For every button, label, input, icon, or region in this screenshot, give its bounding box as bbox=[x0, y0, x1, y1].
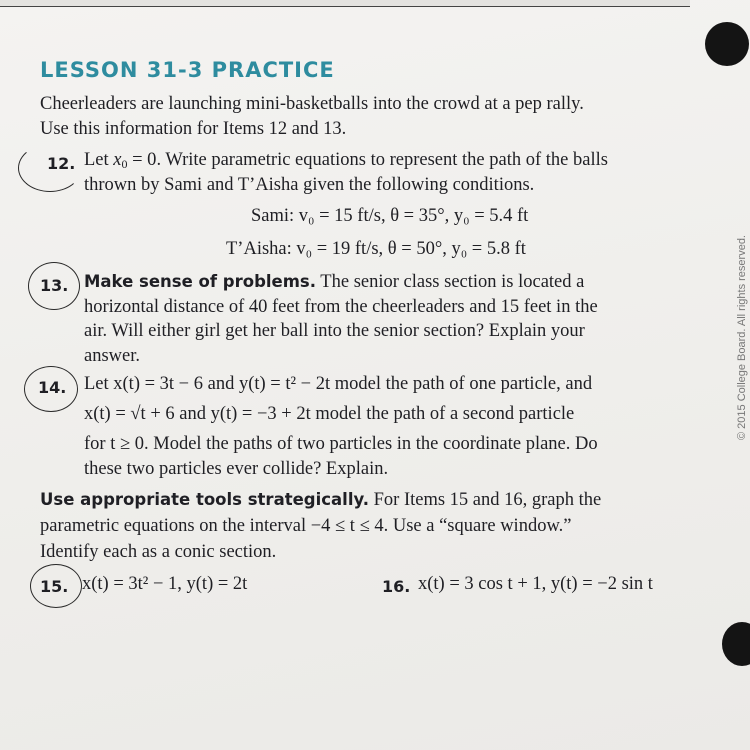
tools-line-1: Use appropriate tools strategically. For Items 15 and 16, graph the bbox=[40, 490, 602, 510]
item-14-number: 14. bbox=[38, 378, 67, 397]
item-13-number: 13. bbox=[40, 276, 69, 295]
lesson-title: LESSON 31-3 PRACTICE bbox=[40, 58, 335, 82]
item-14-line-4: these two particles ever collide? Explain. bbox=[84, 459, 389, 479]
item-15-number: 15. bbox=[40, 577, 69, 596]
item-16-equation: x(t) = 3 cos t + 1, y(t) = −2 sin t bbox=[418, 574, 653, 594]
item-12-line-1: Let $x_0 = 0$. Write parametric equations to represent the path of the balls bbox=[84, 150, 608, 171]
item-13-bold: Make sense of problems. bbox=[84, 272, 317, 291]
item-13-line-2: horizontal distance of 40 feet from the cheerleaders and 15 feet in the bbox=[84, 297, 598, 317]
intro-line-2: Use this information for Items 12 and 13. bbox=[40, 119, 347, 139]
tools-bold: Use appropriate tools strategically. bbox=[40, 490, 369, 509]
tools-line-2: parametric equations on the interval −4 ≤ t ≤ 4. Use a “square window.” bbox=[40, 516, 572, 536]
item-12-number: 12. bbox=[47, 154, 76, 173]
item-14-line-3: for t ≥ 0. Model the paths of two particles in the coordinate plane. Do bbox=[84, 434, 598, 454]
binder-hole-bottom bbox=[722, 622, 750, 666]
sami-conditions: Sami: v₀ = 15 ft/s, θ = 35°, y₀ = 5.4 ft bbox=[251, 206, 529, 226]
item-12-line-2: thrown by Sami and T’Aisha given the following conditions. bbox=[84, 175, 535, 195]
intro-line-1: Cheerleaders are launching mini-basketballs into the crowd at a pep rally. bbox=[40, 94, 584, 114]
item-13-line-4: answer. bbox=[84, 346, 140, 366]
item-13-line-3: air. Will either girl get her ball into the senior section? Explain your bbox=[84, 321, 585, 341]
copyright-notice: © 2015 College Board. All rights reserved. bbox=[736, 235, 748, 440]
tools-line-3: Identify each as a conic section. bbox=[40, 542, 277, 562]
item-16-number: 16. bbox=[382, 577, 411, 596]
item-14-line-2: x(t) = √t + 6 and y(t) = −3 + 2t model the path of a second particle bbox=[84, 404, 575, 424]
binder-hole-top bbox=[705, 22, 749, 66]
item-13-line-1: Make sense of problems. The senior class section is located a bbox=[84, 272, 585, 292]
previous-section-box-edge bbox=[0, 0, 690, 7]
item-15-equation: x(t) = 3t² − 1, y(t) = 2t bbox=[82, 574, 248, 594]
taisha-conditions: T’Aisha: v₀ = 19 ft/s, θ = 50°, y₀ = 5.8 ft bbox=[226, 239, 526, 259]
item-14-line-1: Let x(t) = 3t − 6 and y(t) = t² − 2t model the path of one particle, and bbox=[84, 374, 593, 394]
